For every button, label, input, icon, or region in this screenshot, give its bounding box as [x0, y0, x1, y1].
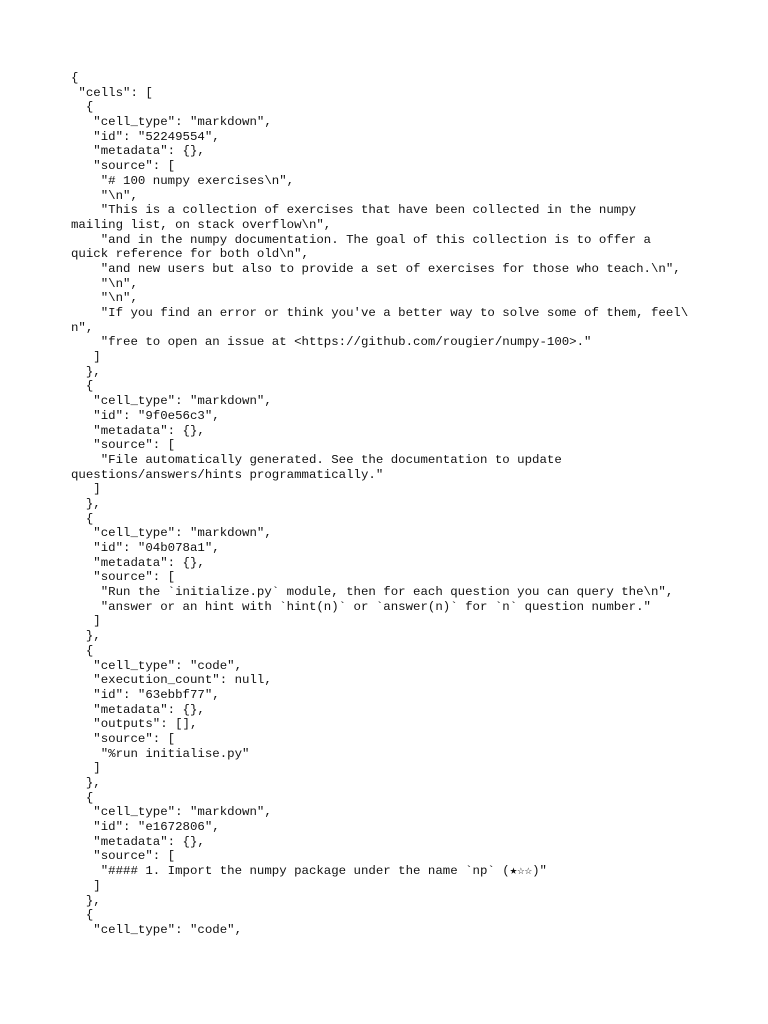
code-line: "source": [ — [71, 438, 176, 453]
code-line: "and in the numpy documentation. The goal of this collection is to offer a — [71, 232, 651, 247]
code-line: "answer or an hint with `hint(n)` or `answer(n)` for `n` question number." — [71, 599, 651, 614]
code-line: "execution_count": null, — [71, 673, 272, 688]
code-line: { — [71, 379, 94, 394]
code-line: "source": [ — [71, 159, 176, 174]
code-line: quick reference for both old\n", — [71, 247, 309, 262]
code-line: "metadata": {}, — [71, 144, 205, 159]
code-line: "cell_type": "code", — [71, 658, 243, 673]
code-line: "File automatically generated. See the documentation to update — [71, 452, 562, 467]
code-line: "\n", — [71, 291, 138, 306]
code-line: "cell_type": "markdown", — [71, 115, 272, 130]
json-code-block — [71, 71, 711, 938]
code-line: "\n", — [71, 188, 138, 203]
code-line: "#### 1. Import the numpy package under the name `np` (★☆☆)" — [71, 864, 547, 879]
code-line: "source": [ — [71, 570, 176, 585]
code-line: "outputs": [], — [71, 717, 198, 732]
code-line: questions/answers/hints programmatically." — [71, 467, 384, 482]
code-line: "metadata": {}, — [71, 834, 205, 849]
code-line: }, — [71, 496, 101, 511]
code-line: "id": "52249554", — [71, 129, 220, 144]
code-line: "free to open an issue at <https://github.com/rougier/numpy-100>." — [71, 335, 592, 350]
code-line: "metadata": {}, — [71, 702, 205, 717]
code-line: "If you find an error or think you've a better way to solve some of them, feel\ — [71, 306, 689, 320]
code-line: "cell_type": "markdown", — [71, 805, 272, 820]
code-line: "and new users but also to provide a set of exercises for those who teach.\n", — [71, 261, 681, 276]
code-line: ] — [71, 350, 101, 365]
code-line: "cell_type": "markdown", — [71, 394, 272, 409]
code-line: "%run initialise.py" — [71, 746, 250, 761]
code-line: "metadata": {}, — [71, 555, 205, 570]
code-line: { — [71, 908, 94, 923]
code-line: "id": "e1672806", — [71, 820, 220, 835]
code-line: ] — [71, 878, 101, 893]
code-line: "source": [ — [71, 731, 176, 746]
code-line: }, — [71, 629, 101, 644]
code-line: ] — [71, 761, 101, 776]
code-line: }, — [71, 893, 101, 908]
code-line: "source": [ — [71, 849, 176, 864]
code-line: "id": "04b078a1", — [71, 541, 220, 555]
code-line: "id": "63ebbf77", — [71, 687, 220, 702]
code-line: "metadata": {}, — [71, 423, 205, 438]
code-line: "cell_type": "markdown", — [71, 526, 272, 541]
code-line: { — [71, 790, 94, 805]
code-line: "\n", — [71, 276, 138, 291]
code-line: "This is a collection of exercises that have been collected in the numpy — [71, 203, 637, 218]
code-line: { — [71, 71, 79, 85]
code-line: n", — [71, 320, 94, 335]
code-line: "cell_type": "code", — [71, 922, 243, 937]
code-line: ] — [71, 614, 101, 629]
code-line: "id": "9f0e56c3", — [71, 408, 220, 423]
code-line: { — [71, 511, 94, 526]
code-line: mailing list, on stack overflow\n", — [71, 217, 332, 232]
code-line: { — [71, 643, 94, 658]
code-line: "# 100 numpy exercises\n", — [71, 173, 295, 188]
code-line: ] — [71, 482, 101, 497]
code-line: "Run the `initialize.py` module, then for each question you can query the\n", — [71, 585, 674, 600]
code-line: "cells": [ — [71, 85, 153, 100]
code-line: }, — [71, 364, 101, 379]
code-line: { — [71, 100, 94, 115]
code-line: }, — [71, 776, 101, 790]
